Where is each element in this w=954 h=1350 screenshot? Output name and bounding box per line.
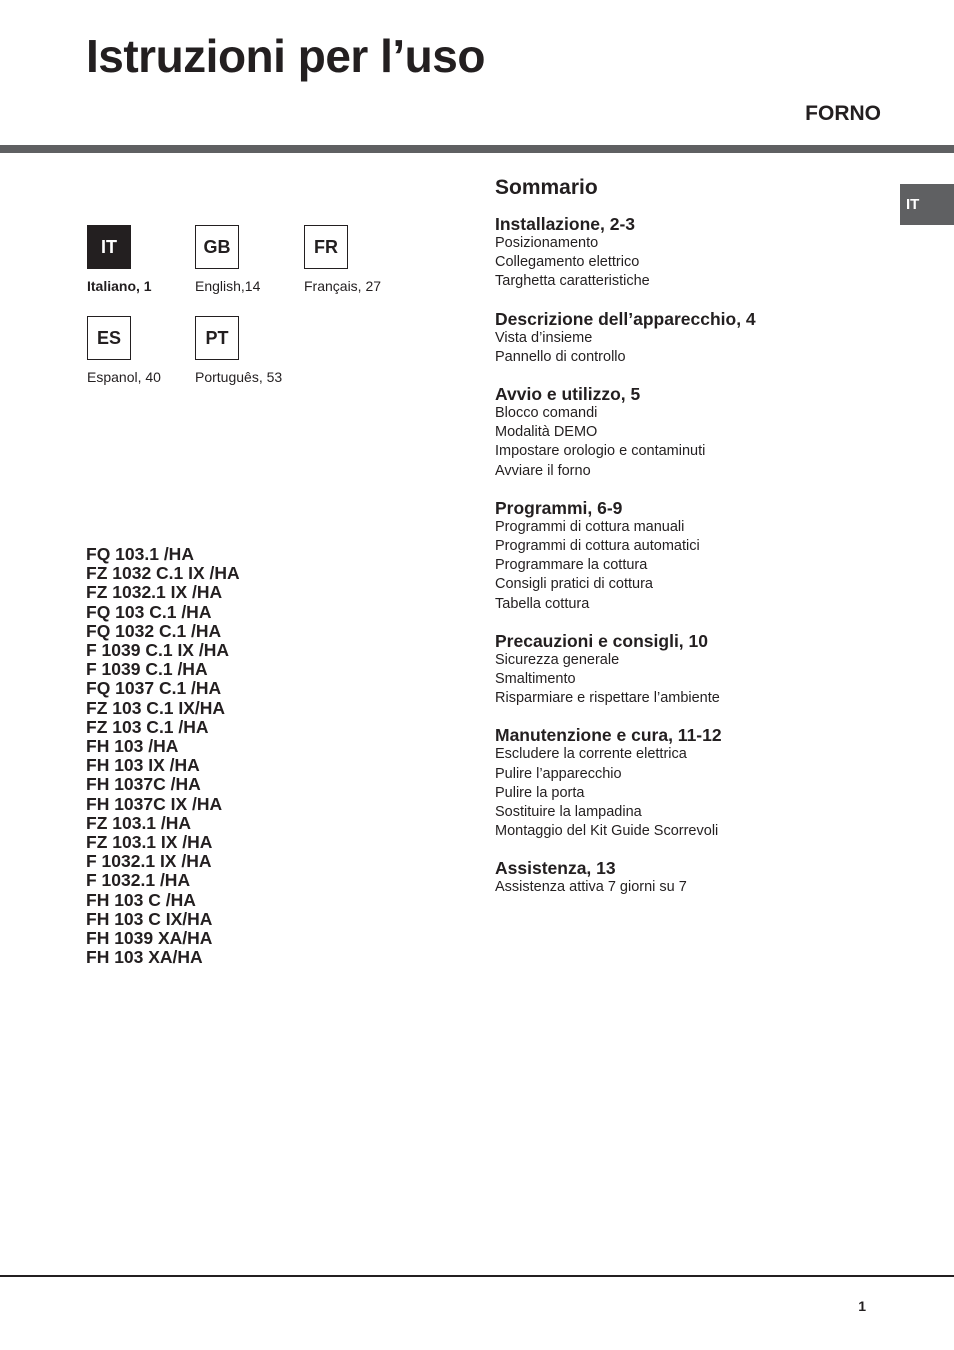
- toc-heading[interactable]: Installazione, 2-3: [495, 214, 636, 234]
- model-item: FH 103 IX /HA: [86, 755, 200, 776]
- model-item: FQ 1032 C.1 /HA: [86, 620, 222, 641]
- toc-section-precauzioni: [495, 631, 885, 709]
- model-item: FQ 103.1 /HA: [86, 544, 194, 564]
- toc-item[interactable]: Sostituire la lampadina: [495, 804, 642, 821]
- toc-heading[interactable]: Programmi, 6-9: [495, 497, 623, 518]
- model-item: FH 103 XA/HA: [86, 947, 203, 968]
- toc-section-installazione: [495, 214, 885, 292]
- toc-heading[interactable]: Assistenza, 13: [495, 858, 616, 879]
- model-item: FH 1037C /HA: [86, 774, 201, 795]
- language-item-fr[interactable]: [304, 225, 464, 295]
- language-side-tab: IT: [900, 184, 954, 225]
- model-item: FZ 1032.1 IX /HA: [86, 582, 223, 603]
- model-item: FZ 103.1 IX /HA: [86, 832, 213, 853]
- model-item: F 1039 C.1 IX /HA: [86, 640, 229, 661]
- language-code-box[interactable]: ES: [87, 316, 131, 360]
- toc-item[interactable]: Smaltimento: [495, 671, 576, 688]
- toc-item[interactable]: Blocco comandi: [495, 405, 598, 422]
- toc-section-avvio: [495, 384, 885, 481]
- toc-item[interactable]: Tabella cottura: [495, 595, 590, 612]
- toc-item[interactable]: Avviare il forno: [495, 462, 591, 479]
- header-divider: [0, 145, 954, 153]
- page-title: Istruzioni per l’uso: [86, 30, 485, 82]
- model-item: F 1032.1 /HA: [86, 870, 191, 891]
- toc-heading[interactable]: Avvio e utilizzo, 5: [495, 384, 641, 405]
- toc-item[interactable]: Pulire la porta: [495, 784, 585, 801]
- model-list: [86, 545, 406, 967]
- toc-title: Sommario: [495, 176, 598, 199]
- model-item: F 1039 C.1 /HA: [86, 659, 208, 680]
- toc-item[interactable]: Consigli pratici di cottura: [495, 576, 653, 593]
- toc-section-assistenza: [495, 858, 885, 897]
- model-item: FH 1037C IX /HA: [86, 793, 223, 814]
- model-item: FQ 1037 C.1 /HA: [86, 678, 222, 699]
- footer-divider: [0, 1275, 954, 1277]
- toc-heading[interactable]: Precauzioni e consigli, 10: [495, 630, 708, 651]
- model-item: FH 103 /HA: [86, 736, 179, 757]
- model-item: FZ 103.1 /HA: [86, 812, 192, 833]
- toc-item[interactable]: Programmi di cottura manuali: [495, 518, 685, 535]
- toc-item[interactable]: Programmare la cottura: [495, 557, 648, 574]
- page-number: 1: [858, 1298, 866, 1314]
- product-name: FORNO: [805, 102, 881, 125]
- table-of-contents: [495, 175, 885, 915]
- language-code-box[interactable]: GB: [195, 225, 239, 269]
- toc-heading[interactable]: Descrizione dell’apparecchio, 4: [495, 308, 756, 329]
- toc-item[interactable]: Pulire l’apparecchio: [495, 765, 622, 782]
- toc-item[interactable]: Impostare orologio e contaminuti: [495, 443, 706, 460]
- language-code-box[interactable]: FR: [304, 225, 348, 269]
- toc-section-descrizione: [495, 309, 885, 367]
- language-label: Espanol, 40: [87, 369, 161, 385]
- toc-item[interactable]: Escludere la corrente elettrica: [495, 746, 687, 763]
- language-label: Italiano, 1: [87, 278, 152, 294]
- model-item: FH 103 C IX/HA: [86, 908, 213, 929]
- model-item: FZ 1032 C.1 IX /HA: [86, 563, 240, 584]
- language-label: Français, 27: [304, 278, 382, 294]
- model-item: FH 1039 XA/HA: [86, 928, 213, 949]
- model-item: FQ 103 C.1 /HA: [86, 601, 212, 622]
- toc-section-programmi: [495, 498, 885, 614]
- toc-item[interactable]: Posizionamento: [495, 235, 599, 251]
- toc-item[interactable]: Modalità DEMO: [495, 424, 598, 441]
- toc-item[interactable]: Targhetta caratteristiche: [495, 273, 650, 290]
- toc-item[interactable]: Assistenza attiva 7 giorni su 7: [495, 879, 687, 896]
- toc-item[interactable]: Vista d’insieme: [495, 329, 593, 346]
- toc-item[interactable]: Pannello di controllo: [495, 348, 626, 365]
- toc-section-manutenzione: [495, 725, 885, 841]
- language-code-box[interactable]: IT: [87, 225, 131, 269]
- toc-item[interactable]: Risparmiare e rispettare l’ambiente: [495, 690, 720, 707]
- toc-item[interactable]: Programmi di cottura automatici: [495, 538, 700, 555]
- model-item: FH 103 C /HA: [86, 889, 196, 910]
- toc-item[interactable]: Montaggio del Kit Guide Scorrevoli: [495, 823, 719, 840]
- model-item: FZ 103 C.1 /HA: [86, 716, 209, 737]
- model-item: FZ 103 C.1 IX/HA: [86, 697, 226, 718]
- model-item: F 1032.1 IX /HA: [86, 851, 212, 872]
- toc-item[interactable]: Sicurezza generale: [495, 651, 620, 668]
- toc-heading[interactable]: Manutenzione e cura, 11-12: [495, 725, 722, 746]
- language-label: English,14: [195, 278, 261, 294]
- language-code-box[interactable]: PT: [195, 316, 239, 360]
- language-item-pt[interactable]: [195, 316, 355, 386]
- language-label: Português, 53: [195, 369, 283, 385]
- toc-item[interactable]: Collegamento elettrico: [495, 254, 640, 271]
